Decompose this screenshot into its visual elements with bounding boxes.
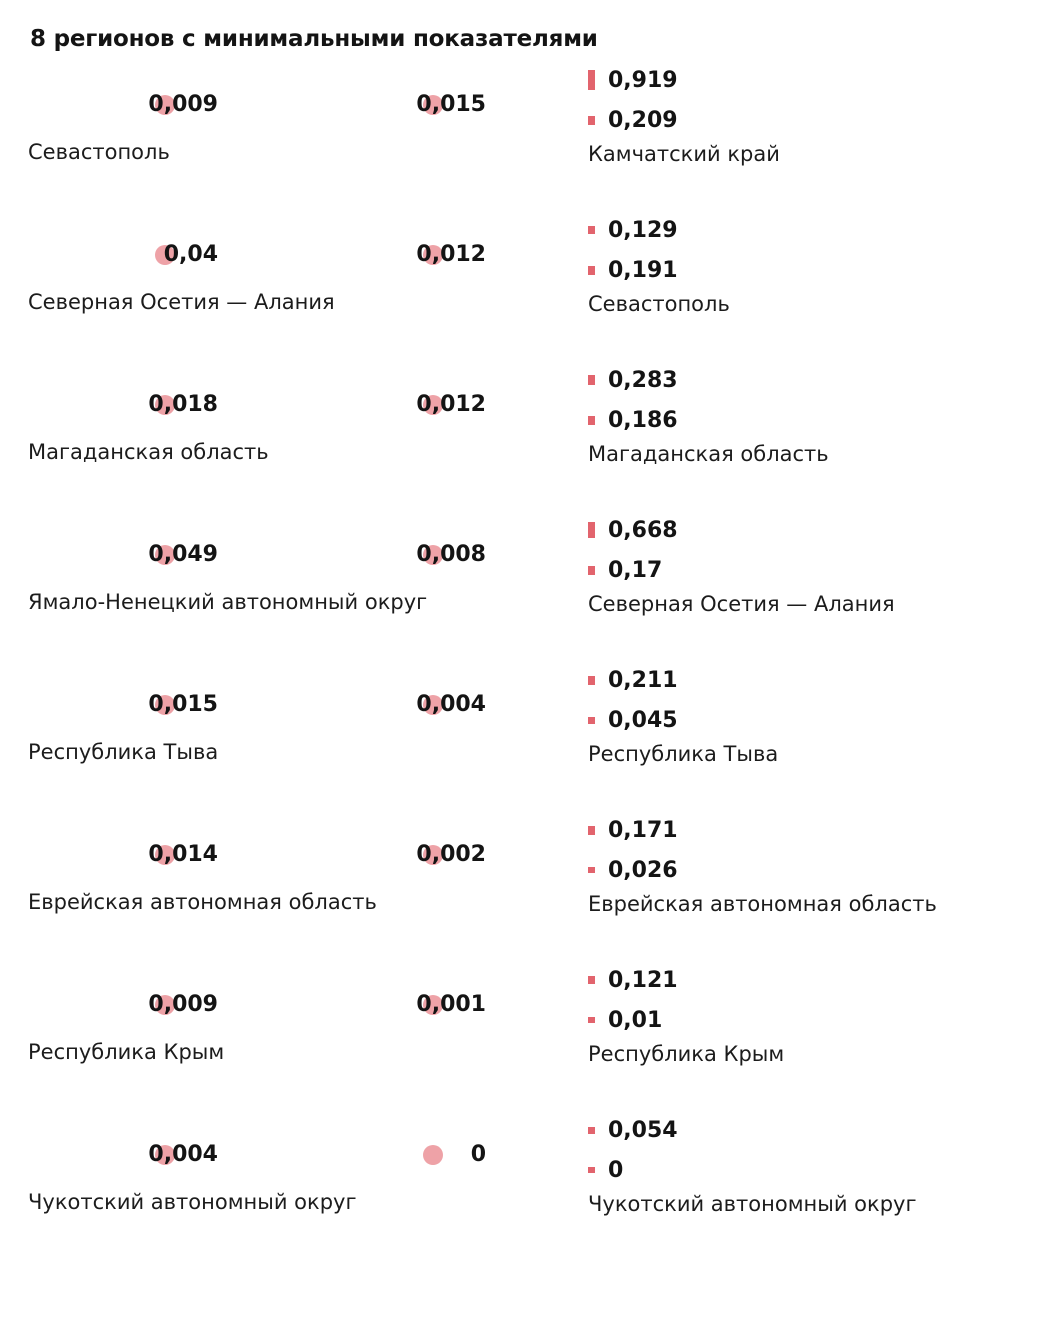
right-value-primary: 0,919 [608, 67, 678, 93]
right-value-secondary: 0,01 [608, 1007, 663, 1033]
bar-marker [588, 566, 595, 575]
right-group [588, 60, 1054, 166]
left-value-primary: 0,049 [148, 542, 218, 567]
bar-marker [588, 1127, 595, 1134]
bar-marker [588, 1167, 595, 1173]
left-value-secondary: 0,002 [416, 842, 486, 867]
bar-marker [588, 1017, 595, 1023]
bar-line [588, 1000, 1054, 1040]
bar-marker [588, 70, 595, 90]
right-group [588, 960, 1054, 1066]
bar-marker [588, 375, 595, 385]
right-region-label: Камчатский край [588, 142, 780, 166]
left-value-secondary: 0,008 [416, 542, 486, 567]
bar-line [588, 510, 1054, 550]
bar-line [588, 360, 1054, 400]
right-group [588, 360, 1054, 466]
right-value-secondary: 0,191 [608, 257, 678, 283]
left-group [28, 842, 568, 914]
right-value-primary: 0,054 [608, 1117, 678, 1143]
left-group [28, 542, 568, 614]
bar-marker [588, 266, 595, 275]
left-value-primary: 0,004 [148, 1142, 218, 1167]
bar-line [588, 400, 1054, 440]
bar-line [588, 100, 1054, 140]
bar-marker [588, 226, 595, 234]
bar-marker [588, 416, 595, 425]
page-title: 8 регионов с минимальными показателями [30, 26, 598, 52]
left-values [28, 842, 568, 884]
left-region-label: Чукотский автономный округ [28, 1190, 357, 1214]
right-group [588, 810, 1054, 916]
chart-rows [28, 67, 1034, 1292]
right-value-primary: 0,171 [608, 817, 678, 843]
right-value-primary: 0,129 [608, 217, 678, 243]
left-region-label: Севастополь [28, 140, 170, 164]
left-value-primary: 0,04 [163, 242, 218, 267]
left-values [28, 1142, 568, 1184]
right-value-primary: 0,211 [608, 667, 678, 693]
left-value-primary: 0,015 [148, 692, 218, 717]
bar-marker [588, 116, 595, 125]
left-group [28, 392, 568, 464]
chart-row [28, 1117, 1034, 1292]
bar-marker [588, 826, 595, 835]
bar-line [588, 550, 1054, 590]
left-values [28, 242, 568, 284]
bar-marker [588, 522, 595, 538]
left-region-label: Магаданская область [28, 440, 269, 464]
left-region-label: Северная Осетия — Алания [28, 290, 335, 314]
bar-marker [588, 976, 595, 984]
left-value-secondary: 0,004 [416, 692, 486, 717]
bar-line [588, 850, 1054, 890]
left-value-secondary: 0,015 [416, 92, 486, 117]
left-group [28, 1142, 568, 1214]
right-value-secondary: 0,186 [608, 407, 678, 433]
right-region-label: Еврейская автономная область [588, 892, 937, 916]
left-value-secondary: 0,012 [416, 242, 486, 267]
bar-line [588, 1110, 1054, 1150]
right-region-label: Чукотский автономный округ [588, 1192, 917, 1216]
left-region-label: Еврейская автономная область [28, 890, 377, 914]
right-group [588, 1110, 1054, 1216]
bar-line [588, 810, 1054, 850]
right-value-primary: 0,121 [608, 967, 678, 993]
left-value-primary: 0,009 [148, 92, 218, 117]
left-group [28, 692, 568, 764]
left-values [28, 692, 568, 734]
bar-marker [588, 867, 595, 873]
bar-line [588, 60, 1054, 100]
left-value-secondary: 0,001 [416, 992, 486, 1017]
left-region-label: Ямало-Ненецкий автономный округ [28, 590, 428, 614]
left-region-label: Республика Тыва [28, 740, 219, 764]
right-group [588, 510, 1054, 616]
left-values [28, 392, 568, 434]
bar-line [588, 660, 1054, 700]
value-dot-icon [423, 1145, 443, 1165]
left-value-primary: 0,009 [148, 992, 218, 1017]
left-value-secondary: 0,012 [416, 392, 486, 417]
bar-line [588, 960, 1054, 1000]
bar-marker [588, 717, 595, 724]
left-value-primary: 0,014 [148, 842, 218, 867]
left-value-secondary: 0 [470, 1142, 486, 1167]
right-region-label: Севастополь [588, 292, 730, 316]
bar-line [588, 250, 1054, 290]
right-region-label: Республика Крым [588, 1042, 785, 1066]
left-values [28, 92, 568, 134]
right-group [588, 660, 1054, 766]
right-value-primary: 0,283 [608, 367, 678, 393]
right-region-label: Республика Тыва [588, 742, 779, 766]
right-value-secondary: 0 [608, 1157, 624, 1183]
right-value-secondary: 0,026 [608, 857, 678, 883]
right-group [588, 210, 1054, 316]
right-value-secondary: 0,209 [608, 107, 678, 133]
left-value-primary: 0,018 [148, 392, 218, 417]
right-region-label: Северная Осетия — Алания [588, 592, 895, 616]
left-group [28, 92, 568, 164]
bar-line [588, 1150, 1054, 1190]
left-region-label: Республика Крым [28, 1040, 225, 1064]
right-value-secondary: 0,045 [608, 707, 678, 733]
left-group [28, 242, 568, 314]
left-group [28, 992, 568, 1064]
bar-marker [588, 676, 595, 685]
left-values [28, 992, 568, 1034]
left-values [28, 542, 568, 584]
bar-line [588, 700, 1054, 740]
right-value-secondary: 0,17 [608, 557, 663, 583]
right-region-label: Магаданская область [588, 442, 829, 466]
right-value-primary: 0,668 [608, 517, 678, 543]
bar-line [588, 210, 1054, 250]
